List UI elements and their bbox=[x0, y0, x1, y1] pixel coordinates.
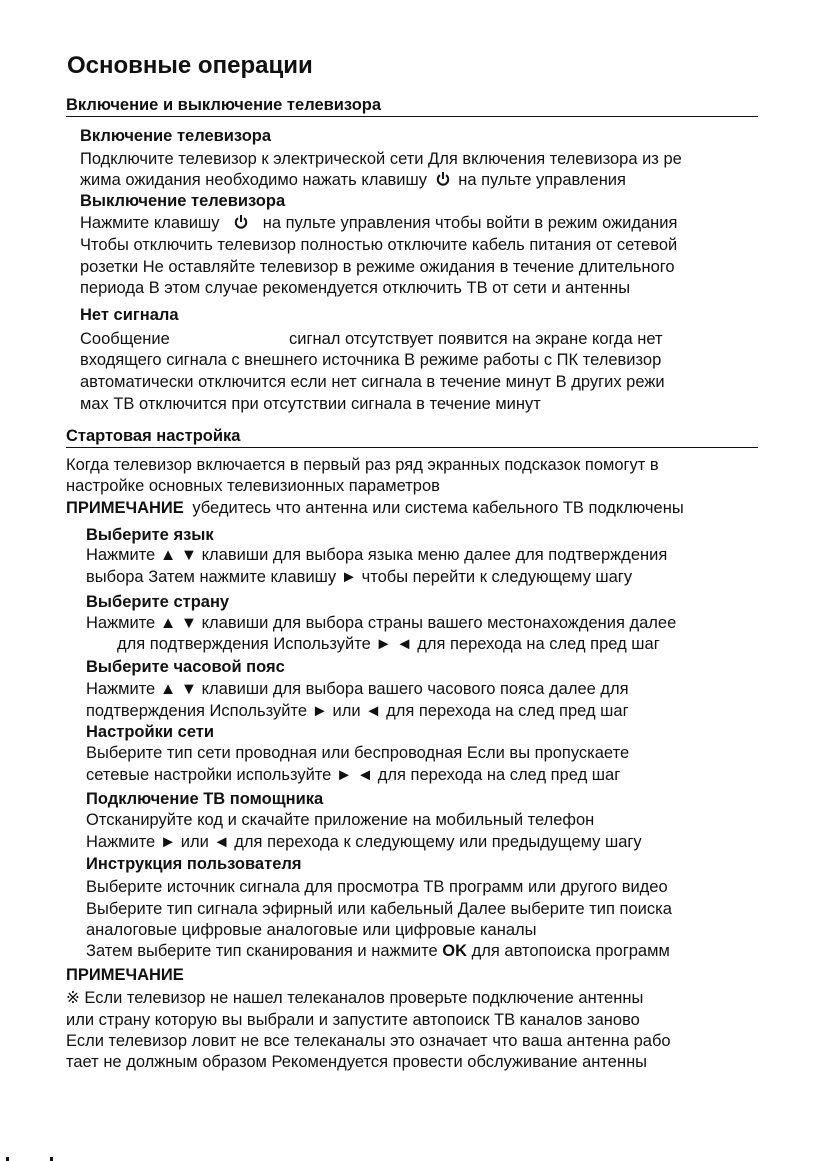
text-line: подтверждения Используйте ► или ◄ для перехода на след пред шаг bbox=[86, 702, 629, 720]
text-line: Подключите телевизор к электрической сети Для включения телевизора из ре bbox=[80, 150, 682, 168]
text-line: периода В этом случае рекомендуется отключить ТВ от сети и антенны bbox=[80, 279, 631, 297]
page-title: Основные операции bbox=[67, 52, 313, 79]
text-line: Выберите тип сети проводная или беспроводная Если вы пропускаете bbox=[86, 744, 630, 762]
text-fragment: Сообщение bbox=[80, 330, 170, 348]
text-line: тает не должным образом Рекомендуется провести обслуживание антенны bbox=[66, 1053, 648, 1071]
text-line: сетевые настройки используйте ► ◄ для перехода на след пред шаг bbox=[86, 766, 621, 784]
text-line bbox=[80, 213, 677, 233]
text-line: аналоговые цифровые аналоговые или цифровые каналы bbox=[86, 921, 537, 939]
section-heading-startup: Стартовая настройка bbox=[66, 427, 241, 445]
text-fragment: на пульте управления чтобы войти в режим ожидания bbox=[262, 214, 678, 232]
text-fragment: жима ожидания необходимо нажать клавишу bbox=[80, 171, 428, 189]
text-line: Если телевизор ловит не все телеканалы это означает что ваша антенна рабо bbox=[66, 1032, 671, 1050]
text-line: настройке основных телевизионных параметров bbox=[66, 477, 440, 495]
note-line bbox=[66, 498, 684, 518]
text-fragment: на пульте управления bbox=[458, 171, 626, 189]
text-line: Нажмите ▲ ▼ клавиши для выбора страны вашего местонахождения далее bbox=[86, 614, 677, 632]
text-line: Выберите тип сигнала эфирный или кабельный Далее выберите тип поиска bbox=[86, 900, 672, 918]
text-fragment: сигнал отсутствует появится на экране когда нет bbox=[288, 330, 663, 348]
text-line: ※ Если телевизор не нашел телеканалов проверьте подключение антенны bbox=[66, 989, 644, 1007]
section-heading-power: Включение и выключение телевизора bbox=[66, 96, 382, 114]
subheading-timezone: Выберите часовой пояс bbox=[86, 658, 285, 676]
section-divider bbox=[66, 116, 758, 117]
subheading-power-on: Включение телевизора bbox=[80, 127, 272, 145]
text-line: мах ТВ отключится при отсутствии сигнала в течение минут bbox=[80, 395, 541, 413]
power-icon bbox=[436, 171, 450, 187]
text-line: Выберите источник сигнала для просмотра ТВ программ или другого видео bbox=[86, 878, 668, 896]
text-line bbox=[80, 329, 663, 349]
text-line: автоматически отключится если нет сигнала в течение минут В других режи bbox=[80, 373, 665, 391]
text-line: розетки Не оставляйте телевизор в режиме ожидания в течение длительного bbox=[80, 258, 675, 276]
subheading-language: Выберите язык bbox=[86, 526, 214, 544]
subheading-country: Выберите страну bbox=[86, 593, 230, 611]
text-line: для подтверждения Используйте ► ◄ для перехода на след пред шаг bbox=[117, 635, 660, 653]
scan-mark bbox=[6, 1157, 9, 1161]
text-line: или страну которую вы выбрали и запустите автопоиск ТВ каналов заново bbox=[66, 1011, 640, 1029]
subheading-tv-helper: Подключение ТВ помощника bbox=[86, 790, 324, 808]
power-icon bbox=[234, 214, 248, 230]
subheading-power-off: Выключение телевизора bbox=[80, 192, 286, 210]
text-line bbox=[86, 941, 670, 961]
scan-mark bbox=[50, 1157, 53, 1161]
text-line: входящего сигнала с внешнего источника В режиме работы с ПК телевизор bbox=[80, 351, 662, 369]
note-label: ПРИМЕЧАНИЕ bbox=[66, 499, 184, 517]
text-fragment: Нажмите клавишу bbox=[80, 214, 220, 232]
ok-key-label: OK bbox=[442, 942, 468, 960]
subheading-user-guide: Инструкция пользователя bbox=[86, 855, 302, 873]
text-line: Нажмите ▲ ▼ клавиши для выбора вашего часового пояса далее для bbox=[86, 680, 629, 698]
text-line: Нажмите ► или ◄ для перехода к следующему или предыдущему шагу bbox=[86, 833, 642, 851]
text-fragment: для автопоиска программ bbox=[471, 942, 670, 960]
text-line: Нажмите ▲ ▼ клавиши для выбора языка меню далее для подтверждения bbox=[86, 546, 668, 564]
subheading-network: Настройки сети bbox=[86, 723, 214, 741]
section-divider bbox=[66, 447, 758, 448]
text-line bbox=[80, 170, 626, 190]
note-heading: ПРИМЕЧАНИЕ bbox=[66, 966, 184, 984]
note-text: убедитесь что антенна или система кабельного ТВ подключены bbox=[192, 499, 684, 517]
text-line: выбора Затем нажмите клавишу ► чтобы перейти к следующему шагу bbox=[86, 568, 633, 586]
subheading-no-signal: Нет сигнала bbox=[80, 306, 179, 324]
text-line: Отсканируйте код и скачайте приложение на мобильный телефон bbox=[86, 811, 595, 829]
text-line: Чтобы отключить телевизор полностью отключите кабель питания от сетевой bbox=[80, 236, 678, 254]
text-fragment: Затем выберите тип сканирования и нажмите bbox=[86, 942, 438, 960]
text-line: Когда телевизор включается в первый раз ряд экранных подсказок помогут в bbox=[66, 456, 659, 474]
